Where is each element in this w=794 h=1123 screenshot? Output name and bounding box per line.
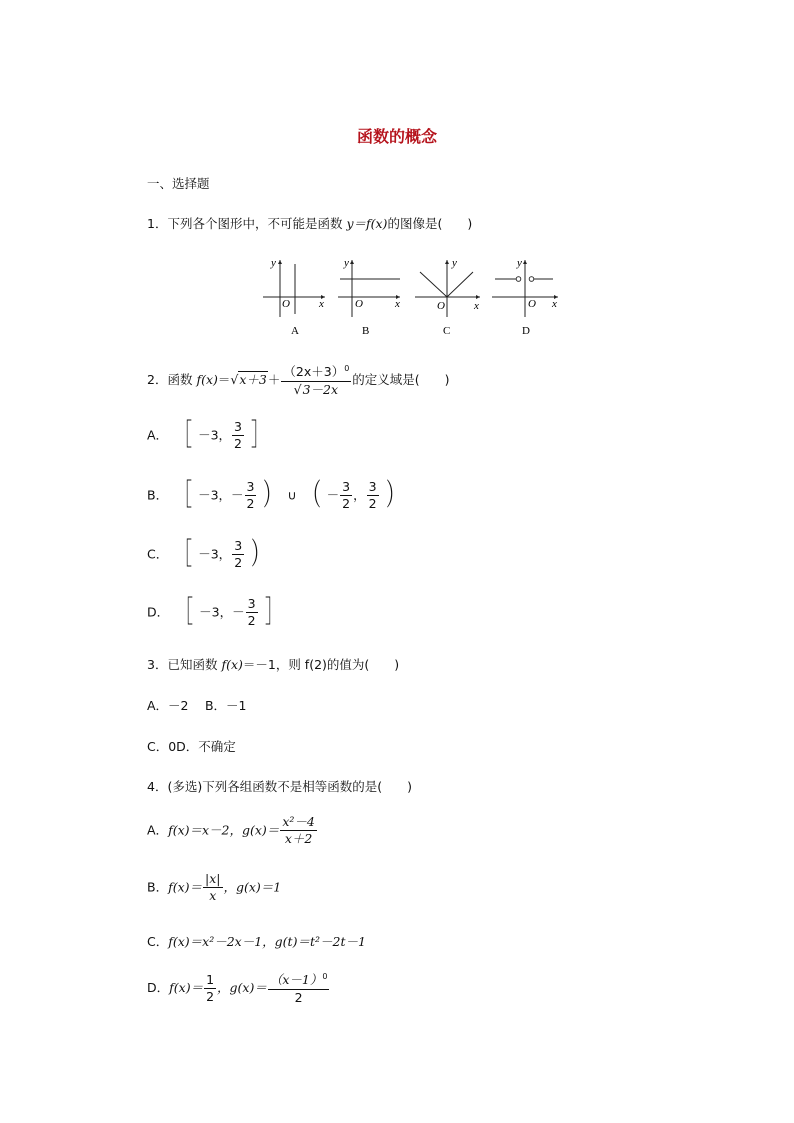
graph-a-origin: O [282, 298, 290, 310]
graph-a-y-label: y [271, 257, 276, 269]
q2-option-d: D． ［ －3，－ $\frac{3}{2}$ ］ [147, 594, 283, 630]
function-expression: y＝f(x) [346, 216, 388, 231]
graph-a-x-label: x [319, 298, 324, 310]
q1-graphs [255, 252, 565, 342]
graph-d-x-label: x [552, 298, 557, 310]
graph-a-label: A [291, 325, 299, 337]
q4-option-c: C．f(x)＝x²－2x－1，g(t)＝t²－2t－1 [147, 934, 366, 949]
graph-d-label: D [522, 325, 530, 337]
graph-d-y-label: y [517, 257, 522, 269]
graph-c-origin: O [437, 300, 445, 312]
q3-options-cd: C．0D．不确定 [147, 739, 236, 754]
graph-b [338, 257, 400, 337]
graph-a [263, 257, 325, 337]
page-title: 函数的概念 [356, 127, 437, 146]
graph-b-x-label: x [395, 298, 400, 310]
graph-d-origin: O [528, 298, 536, 310]
question-2: 2．函数 f(x)＝√x＋3＋ $\frac{(2x+3)^0}{√3-2x}$ 的定义域是( ) [147, 364, 450, 397]
question-4: 4．(多选)下列各组函数不是相等函数的是( ) [147, 779, 412, 794]
q2-fraction: $\frac{(2x+3)^0}{√3-2x}$ [283, 364, 350, 397]
graph-c [415, 257, 480, 337]
q2-option-a: A． ［ －3， $\frac{3}{2}$ ］ [147, 417, 269, 453]
graph-c-label: C [443, 325, 451, 337]
graph-c-x-label: x [474, 300, 479, 312]
sqrt-expression: x＋3 [239, 371, 267, 387]
q2-option-c: C． ［ －3， $\frac{3}{2}$ ） [147, 536, 270, 572]
graph-b-label: B [362, 325, 370, 337]
question-1: 1．下列各个图形中，不可能是函数 y＝f(x)的图像是( ) [147, 216, 473, 231]
section-heading: 一、选择题 [147, 176, 210, 191]
q4-option-d: D．f(x)＝ $\frac{1}{2}$ ，g(x)＝ $\frac{(x-1)^0}{2}$ [147, 971, 328, 1005]
q2-option-b: B． ［ －3，－ $\frac{3}{2}$ ） ∪ （ － $\frac{3}{2}$ ， $\frac{3}{2}$ ） [147, 477, 404, 513]
q4-option-b: B．f(x)＝ $\frac{|x|}{x}$ ，g(x)＝1 [147, 871, 282, 904]
graph-b-origin: O [355, 298, 363, 310]
graph-b-y-label: y [344, 257, 349, 269]
graph-c-y-label: y [452, 257, 457, 269]
q4-option-a: A．f(x)＝x－2，g(x)＝ $\frac{\text{x²－4}}{x+2}$ [147, 814, 315, 847]
q3-options-ab: A．－2 B．－1 [147, 698, 247, 713]
question-3: 3．已知函数 f(x)＝－1，则 f(2)的值为( ) [147, 657, 400, 672]
graph-d [492, 257, 558, 337]
